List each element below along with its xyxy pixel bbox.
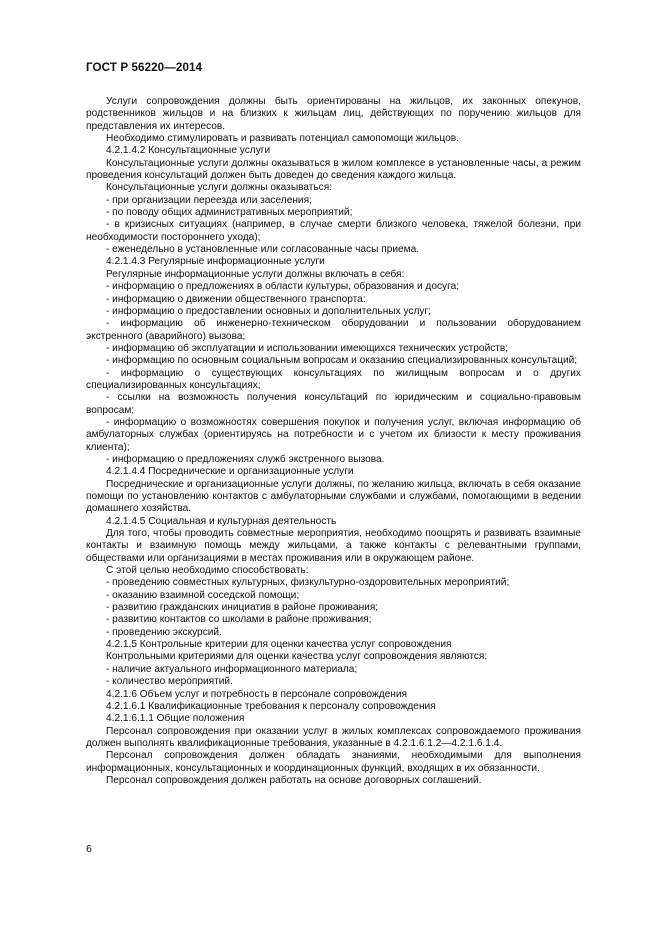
- list-item: - информацию о движении общественного транспорта:: [106, 293, 366, 305]
- paragraph: Для того, чтобы проводить совместные мероприятия, необходимо поощрять и развивать взаимные контакты и взаимную помощь между жильцами, а также контакты с релевантными группами, обществами или организациями в местах проживания или в окружающем районе.: [86, 528, 581, 564]
- paragraph: Персонал сопровождения при оказании услуг в жилых комплексах сопровождаемого проживания должен выполнять квалификационные требования, указанные в 4.2.1.6.1.2—4.2.1.6.1.4.: [86, 725, 581, 749]
- list-item: - проведению экскурсий.: [106, 626, 222, 638]
- section-heading: 4.2.1.4.3 Регулярные информационные услуги: [106, 256, 325, 268]
- list-item: - проведению совместных культурных, физкультурно-оздоровительных мероприятий;: [106, 577, 510, 589]
- list-item: - при организации переезда или заселения;: [106, 194, 312, 206]
- list-item: - информацию о существующих консультациях по жилищным вопросам и о других специализированных консультациях;: [86, 367, 581, 391]
- paragraph: Консультационные услуги должны оказываться в жилом комплексе в установленные часы, а режим проведения консультаций должен быть доведен до сведения каждого жильца.: [86, 157, 581, 182]
- paragraph: Персонал сопровождения должен работать на основе договорных соглашений.: [106, 774, 482, 786]
- list-item: - информацию о предоставлении основных и дополнительных услуг;: [106, 305, 431, 317]
- section-heading: 4.2.1.6.1 Квалификационные требования к персоналу сопровождения: [106, 700, 436, 712]
- paragraph: С этой целью необходимо способствовать:: [106, 565, 309, 577]
- list-item: - информацию по основным социальным вопросам и оказанию специализированных консультаций;: [106, 355, 578, 367]
- list-item: - информацию об эксплуатации и использовании имеющихся технических устройств;: [106, 342, 509, 354]
- list-item: - информацию о возможностях совершения покупок и получения услуг, включая информацию об амбулаторных службах (ориентируясь на потребности и с учетом их близости к месту проживания клиента);: [86, 416, 581, 453]
- paragraph: Услуги сопровождения должны быть ориентированы на жильцов, их законных опекунов, родственников жильцов и на близких к жильцам лиц, действующих по поручению жильцов для представления их интересов.: [86, 96, 581, 132]
- section-heading: 4.2.1.4.2 Консультационные услуги: [106, 145, 271, 157]
- list-item: - информацию о предложениях в области культуры, образования и досуга;: [106, 281, 460, 293]
- body-text: [86, 96, 581, 787]
- list-item: - количество мероприятий.: [106, 676, 233, 688]
- list-item: - информацию об инженерно-техническом оборудовании и пользовании оборудованием экстренного (аварийного) вызова;: [86, 318, 581, 342]
- list-item: - наличие актуального информационного материала;: [106, 663, 358, 675]
- section-heading: 4.2.1.6.1.1 Общие положения: [106, 713, 245, 725]
- paragraph: Консультационные услуги должны оказываться:: [106, 182, 333, 194]
- list-item: - развитию контактов со школами в районе проживания;: [106, 614, 372, 626]
- list-item: - по поводу общих административных мероприятий;: [106, 207, 353, 219]
- paragraph: Контрольными критериями для оценки качества услуг сопровождения являются:: [106, 651, 488, 663]
- paragraph: Посреднические и организационные услуги должны, по желанию жильца, включать в себя оказание помощи по установлению контактов с амбулаторными службами и службами, помогающими в ведении домашнего хозяйства.: [86, 478, 581, 515]
- list-item: - еженедельно в установленные или согласованные часы приема.: [106, 244, 420, 256]
- section-heading: 4.2.1.6 Объем услуг и потребность в персонале сопровождения: [106, 688, 407, 700]
- section-heading: 4.2.1.5 Контрольные критерии для оценки качества услуг сопровождения: [106, 639, 452, 651]
- list-item: - ссылки на возможность получения консультаций по юридическим и социально-правовым вопросам;: [86, 392, 581, 416]
- list-item: - информацию о предложениях служб экстренного вызова.: [106, 453, 385, 465]
- paragraph: Персонал сопровождения должен обладать знаниями, необходимыми для выполнения информационных, консультационных и координационных функций, входящих в их обязанности.: [86, 750, 581, 774]
- list-item: - развитию гражданских инициатив в районе проживания;: [106, 602, 379, 614]
- section-heading: 4.2.1.4.4 Посреднические и организационные услуги: [106, 466, 354, 478]
- list-item: - в кризисных ситуациях (например, в случае смерти близкого человека, тяжелой болезни, при необходимости постороннего ухода);: [86, 219, 581, 243]
- standard-header: ГОСТ Р 56220—2014: [86, 61, 203, 74]
- paragraph: Регулярные информационные услуги должны включать в себя:: [106, 268, 405, 280]
- page-number: 6: [86, 843, 92, 855]
- section-heading: 4.2.1.4.5 Социальная и культурная деятельность: [106, 515, 337, 527]
- paragraph: Необходимо стимулировать и развивать потенциал самопомощи жильцов.: [106, 133, 459, 145]
- list-item: - оказанию взаимной соседской помощи;: [106, 589, 300, 601]
